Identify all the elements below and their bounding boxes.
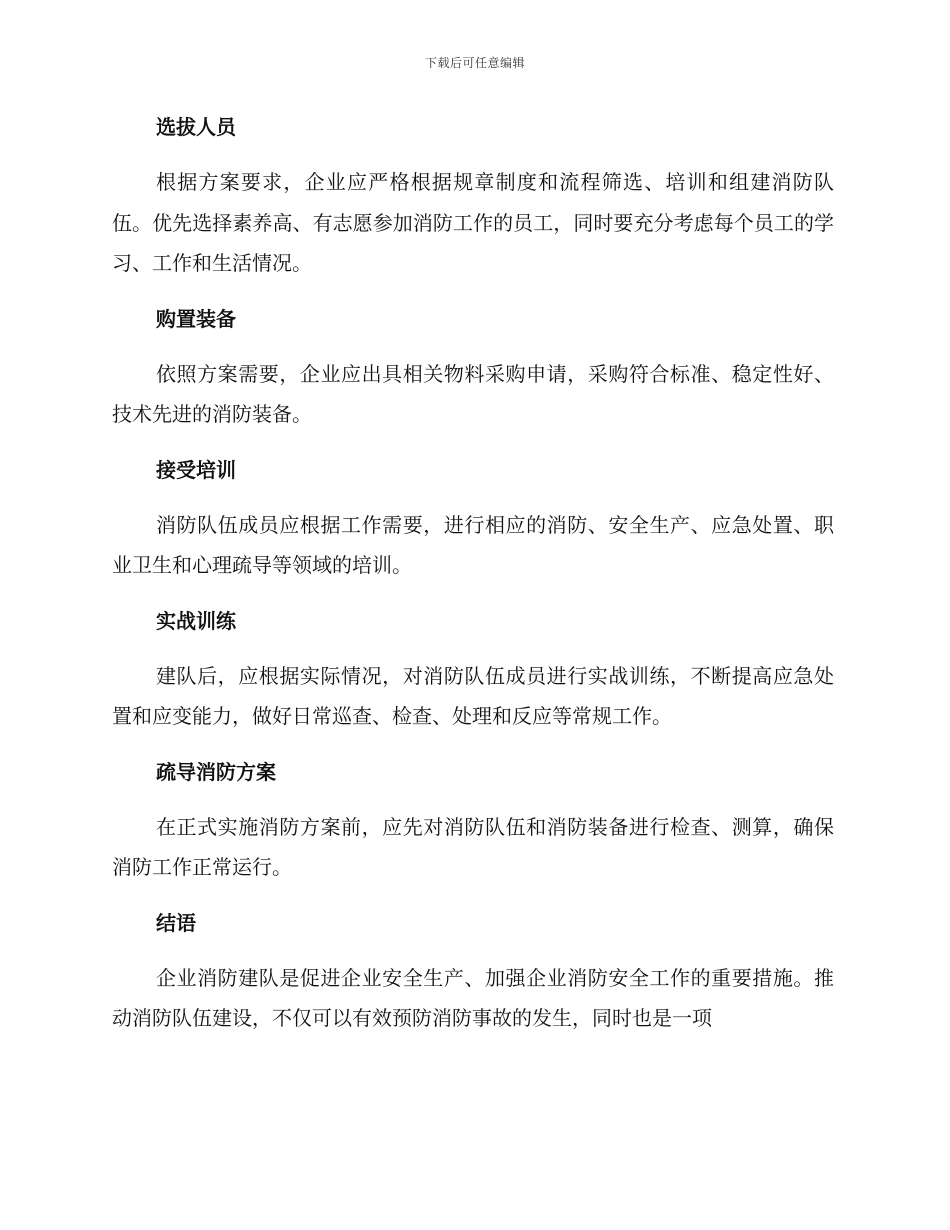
section-paragraph: 根据方案要求，企业应严格根据规章制度和流程筛选、培训和组建消防队伍。优先选择素养高、有志愿参加消防工作的员工，同时要充分考虑每个员工的学习、工作和生活情况。 <box>112 170 834 275</box>
document-body <box>112 108 834 1055</box>
section-heading: 选拔人员 <box>156 115 236 139</box>
section-fire-plan-review <box>112 753 834 888</box>
page-header: 下载后可任意编辑 <box>424 56 525 70</box>
section-select-personnel <box>112 108 834 284</box>
section-heading: 购置装备 <box>156 306 236 331</box>
section-heading: 结语 <box>156 910 196 935</box>
section-paragraph: 在正式实施消防方案前，应先对消防队伍和消防装备进行检查、测算，确保消防工作正常运行。 <box>112 814 834 879</box>
section-paragraph: 建队后，应根据实际情况，对消防队伍成员进行实战训练，不断提高应急处置和应变能力，做好日常巡查、检查、处理和反应等常规工作。 <box>112 663 834 728</box>
section-heading: 接受培训 <box>156 457 236 482</box>
section-paragraph: 依照方案需要，企业应出具相关物料采购申请，采购符合标准、稳定性好、技术先进的消防装备。 <box>112 361 834 426</box>
section-heading: 实战训练 <box>156 608 236 633</box>
section-heading: 疏导消防方案 <box>156 759 276 784</box>
section-paragraph: 消防队伍成员应根据工作需要，进行相应的消防、安全生产、应急处置、职业卫生和心理疏导等领域的培训。 <box>112 512 834 577</box>
section-training <box>112 451 834 586</box>
section-conclusion <box>112 904 834 1039</box>
section-purchase-equipment <box>112 300 834 435</box>
section-paragraph: 企业消防建队是促进企业安全生产、加强企业消防安全工作的重要措施。推动消防队伍建设，不仅可以有效预防消防事故的发生，同时也是一项 <box>112 965 834 1030</box>
section-field-drills <box>112 602 834 737</box>
